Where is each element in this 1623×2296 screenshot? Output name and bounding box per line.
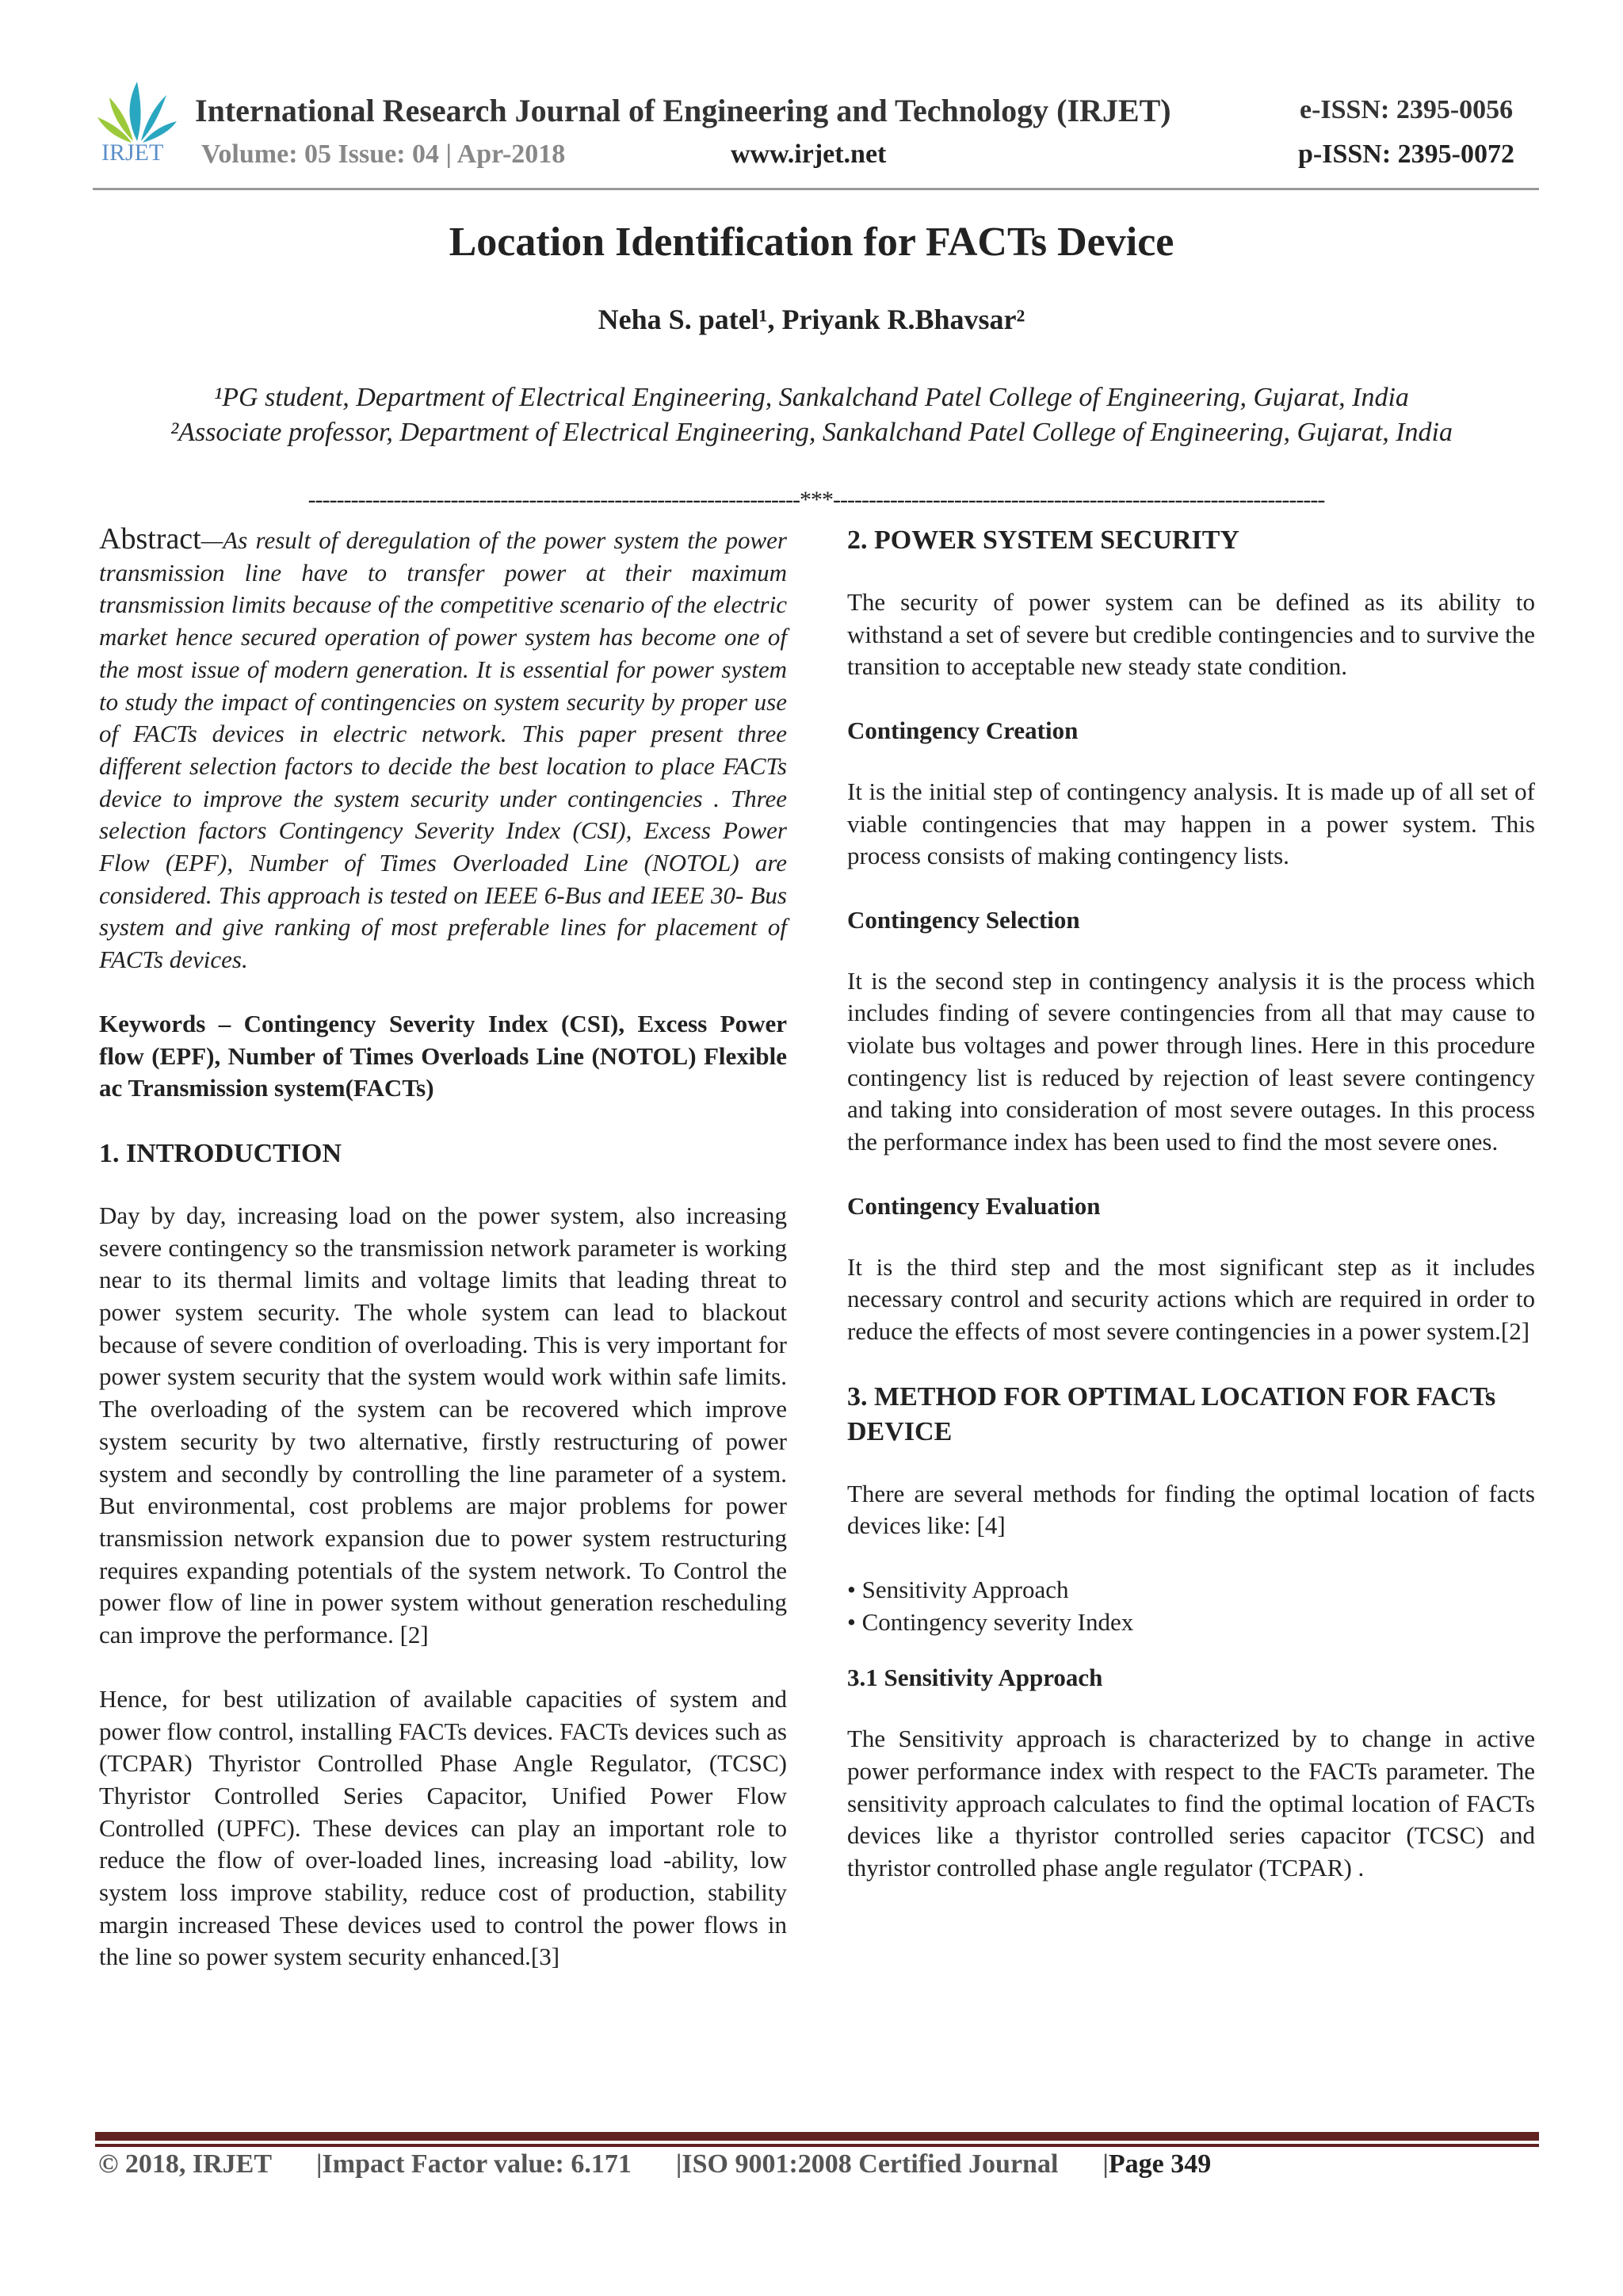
header-rule [93, 188, 1539, 190]
affiliations [119, 380, 1504, 450]
right-column [847, 523, 1535, 1916]
affiliation-2: ²Associate professor, Department of Electrical Engineering, Sankalchand Patel College of Engineering, Gujarat, India [170, 418, 1453, 447]
authors: Neha S. patel¹, Priyank R.Bhavsar² [598, 304, 1025, 335]
section-3-1-heading: 3.1 Sensitivity Approach [847, 1664, 1103, 1692]
footer-rule [95, 2132, 1539, 2141]
e-issn: e-ISSN: 2395-0056 [1300, 95, 1514, 124]
abstract [99, 523, 787, 976]
section-3-1-paragraph: The Sensitivity approach is characterized by to change in active power performance index with respect to the FACTs parameter. The sensitivity approach calculates to find the optimal location of FACTs devices like a thyristor controlled series capacitor (TCSC) and thyristor controlled phase angle regulator (TCPAR) . [847, 1725, 1535, 1881]
footer-divider: | [675, 2149, 682, 2179]
journal-name: International Research Journal of Engineering and Technology (IRJET) [195, 93, 1171, 128]
affiliation-1: ¹PG student, Department of Electrical Engineering, Sankalchand Patel College of Engineering, Gujarat, India [214, 383, 1409, 412]
section-3-heading: 3. METHOD FOR OPTIMAL LOCATION FOR FACTs DEVICE [847, 1381, 1496, 1446]
footer [98, 2149, 1211, 2179]
abstract-text: —As result of deregulation of the power system the power transmission line have to transfer power at their maximum transmission limits because of the competitive scenario of the electric market hence secured operation of power system has become one of the most issue of modern generation. It is essential for power system to study the impact of contingencies on system security by proper use of FACTs devices in electric network. This paper present three different selection factors to decide the best location to place FACTs device to improve the system security under contingencies . Three selection factors Contingency Severity Index (CSI), Excess Power Flow (EPF), Number of Times Overloaded Line (NOTOL) are considered. This approach is tested on IEEE 6-Bus and IEEE 30- Bus system and give ranking of most preferable lines for placement of FACTs devices. [99, 526, 787, 974]
keywords: Keywords – Contingency Severity Index (CSI), Excess Power flow (EPF), Number of Times Overloads Line (NOTOL) Flexible ac Transmission system(FACTs) [99, 1009, 787, 1102]
footer-divider: | [316, 2149, 323, 2179]
footer-rule-thin [95, 2144, 1539, 2147]
website-link[interactable]: www.irjet.net [731, 139, 887, 169]
impact-factor: Impact Factor value: 6.171 [322, 2149, 632, 2179]
iso-certification: ISO 9001:2008 Certified Journal [682, 2149, 1059, 2179]
left-column [99, 523, 787, 2005]
intro-paragraph-2: Hence, for best utilization of available capacities of system and power flow control, installing FACTs devices. FACTs devices such as (TCPAR) Thyristor Controlled Phase Angle Regulator, (TCSC) Thyristor Controlled Series Capacitor, Unified Power Flow Controlled (UPFC). These devices can play an important role to reduce the flow of over-loaded lines, increasing load -ability, low system loss improve stability, reduce cost of production, stability margin increased These devices used to control the power flows in the line so power system security enhanced.[3] [99, 1684, 787, 1971]
contingency-evaluation-paragraph: It is the third step and the most significant step as it includes necessary control and security actions which are required in order to reduce the effects of most severe contingencies in a power system.[2] [847, 1252, 1535, 1345]
list-item: • Sensitivity Approach [847, 1576, 1069, 1604]
contingency-selection-heading: Contingency Selection [847, 905, 1080, 934]
footer-divider: | [1102, 2149, 1109, 2179]
abstract-heading: Abstract [99, 522, 201, 556]
contingency-creation-paragraph: It is the initial step of contingency analysis. It is made up of all set of viable contingencies that may happen in a power system. This process consists of making contingency lists. [847, 777, 1535, 870]
copyright: © 2018, IRJET [98, 2149, 273, 2179]
method-list [847, 1574, 1535, 1638]
contingency-evaluation-heading: Contingency Evaluation [847, 1191, 1101, 1220]
list-item: • Contingency severity Index [847, 1607, 1134, 1636]
p-issn: p-ISSN: 2395-0072 [1298, 139, 1514, 169]
contingency-selection-paragraph: It is the second step in contingency analysis it is the process which includes finding of severe contingencies from all that may cause to violate bus voltages and power through lines. Here in this procedure contingency list is reduced by rejection of least severe contingency and taking into consideration of most severe outages. In this process the performance index has been used to find the most severe ones. [847, 966, 1535, 1156]
intro-paragraph-1: Day by day, increasing load on the power system, also increasing severe contingency so the transmission network parameter is working near to its thermal limits and voltage limits that leading threat to power system security. The whole system can lead to blackout because of severe condition of overloading. This is very important for power system security that the system would work within safe limits. The overloading of the system can be recovered which improve system security by two alternative, firstly restructuring of power system and secondly by controlling the line parameter of a system. But environmental, cost problems are major problems for power transmission network expansion due to power system restructuring requires expanding potentials of the system network. To Control the power flow of line in power system without generation rescheduling can improve the performance. [2] [99, 1201, 787, 1649]
irjet-logo [94, 78, 181, 173]
paper-title: Location Identification for FACTs Device [449, 220, 1174, 265]
contingency-creation-heading: Contingency Creation [847, 716, 1079, 745]
intro-heading: 1. INTRODUCTION [99, 1138, 342, 1168]
section-3-paragraph: There are several methods for finding the optimal location of facts devices like: [4] [847, 1479, 1535, 1540]
section-2-paragraph: The security of power system can be defined as its ability to withstand a set of severe but credible contingencies and to survive the transition to acceptable new steady state condition. [847, 588, 1535, 681]
page-number: Page 349 [1108, 2149, 1212, 2179]
logo-text: IRJET [101, 139, 164, 166]
section-2-heading: 2. POWER SYSTEM SECURITY [847, 525, 1239, 555]
section-separator: ---------------------------------------------------------------------***--------------------------------------------------------------------- [307, 487, 1325, 513]
volume-issue: Volume: 05 Issue: 04 | Apr-2018 [201, 139, 566, 169]
